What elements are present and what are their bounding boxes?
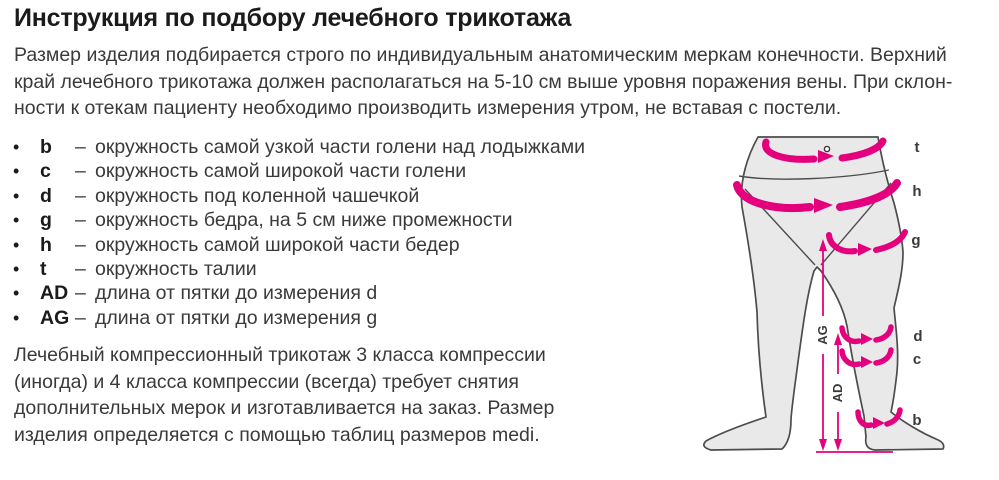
label-g: g <box>911 232 921 249</box>
bullet-dot: • <box>13 307 20 328</box>
bullet-dot: • <box>13 283 20 304</box>
ag-length-label: AG <box>815 325 830 345</box>
footer-line: дополнительных мерок и изготавливается на заказ. Размер <box>14 397 555 420</box>
footer-line: изделия определяется с помощью таблиц размеров medi. <box>14 423 540 446</box>
dash: – <box>75 184 86 207</box>
measurement-key: t <box>40 257 47 280</box>
measurement-item <box>13 136 585 160</box>
measurement-desc: окружность талии <box>95 257 257 280</box>
measurement-item <box>13 258 585 282</box>
measurement-key: c <box>40 160 51 183</box>
dash: – <box>75 209 86 232</box>
bullet-dot: • <box>13 234 20 255</box>
measurement-desc: окружность под коленной чашечкой <box>95 184 420 207</box>
measurement-key: h <box>40 233 52 256</box>
bullet-dot: • <box>13 210 20 231</box>
label-b: b <box>912 412 922 429</box>
measurement-desc: длина от пятки до измерения d <box>95 282 378 305</box>
ag-down-arrowhead <box>819 439 827 451</box>
bullet-dot: • <box>13 185 20 206</box>
measurement-key: g <box>40 209 52 232</box>
intro-line: край лечебного трикотажа должен располагаться на 5-10 см выше уровня поражения вены. При склон- <box>14 70 953 93</box>
measurement-desc: окружность самой узкой части голени над лодыжками <box>95 136 586 158</box>
bullet-dot: • <box>13 258 20 279</box>
measurement-diagram <box>680 125 999 480</box>
measurement-item <box>13 307 585 331</box>
measurement-item <box>13 185 585 209</box>
measurement-item <box>13 234 585 258</box>
dash: – <box>75 306 86 329</box>
footer-line: (иногда) и 4 класса компрессии (всегда) требует снятия <box>14 370 519 393</box>
measurement-desc: окружность самой широкой части бедер <box>95 233 460 256</box>
dash: – <box>75 282 86 305</box>
measurement-item <box>13 282 585 306</box>
dash: – <box>75 160 86 183</box>
intro-line: ности к отекам пациенту необходимо производить измерения утром, не вставая с постели. <box>14 97 842 119</box>
ad-length-label: AD <box>830 383 845 403</box>
intro-paragraph <box>14 42 952 122</box>
navel-mark <box>824 146 829 151</box>
page-title: Инструкция по подбору лечебного трикотажа <box>14 4 572 32</box>
dash: – <box>75 136 86 158</box>
measurement-desc: окружность самой широкой части голени <box>95 160 467 183</box>
measurement-key: d <box>40 184 52 207</box>
ad-down-arrowhead <box>834 439 842 451</box>
ad-up-arrowhead <box>834 333 842 345</box>
measurement-item <box>13 160 585 184</box>
measurement-key: b <box>40 136 52 158</box>
label-h: h <box>912 183 922 200</box>
measurement-key: AD <box>40 282 69 305</box>
measurement-desc: окружность бедра, на 5 см ниже промежности <box>95 209 513 232</box>
label-d: d <box>913 328 923 345</box>
measurement-item <box>13 209 585 233</box>
dash: – <box>75 257 86 280</box>
bullet-dot: • <box>13 161 20 182</box>
footer-line: Лечебный компрессионный трикотаж 3 класса компрессии <box>14 344 546 366</box>
measurement-desc: длина от пятки до измерения g <box>95 306 378 329</box>
footer-paragraph <box>14 342 554 448</box>
dash: – <box>75 233 86 256</box>
label-t: t <box>914 139 920 156</box>
label-c: c <box>912 351 922 368</box>
measurement-list <box>13 136 585 331</box>
intro-line: Размер изделия подбирается строго по индивидуальным анатомическим меркам конечности. Верхний <box>14 44 947 66</box>
bullet-dot: • <box>13 137 20 157</box>
measurement-key: AG <box>40 306 70 329</box>
